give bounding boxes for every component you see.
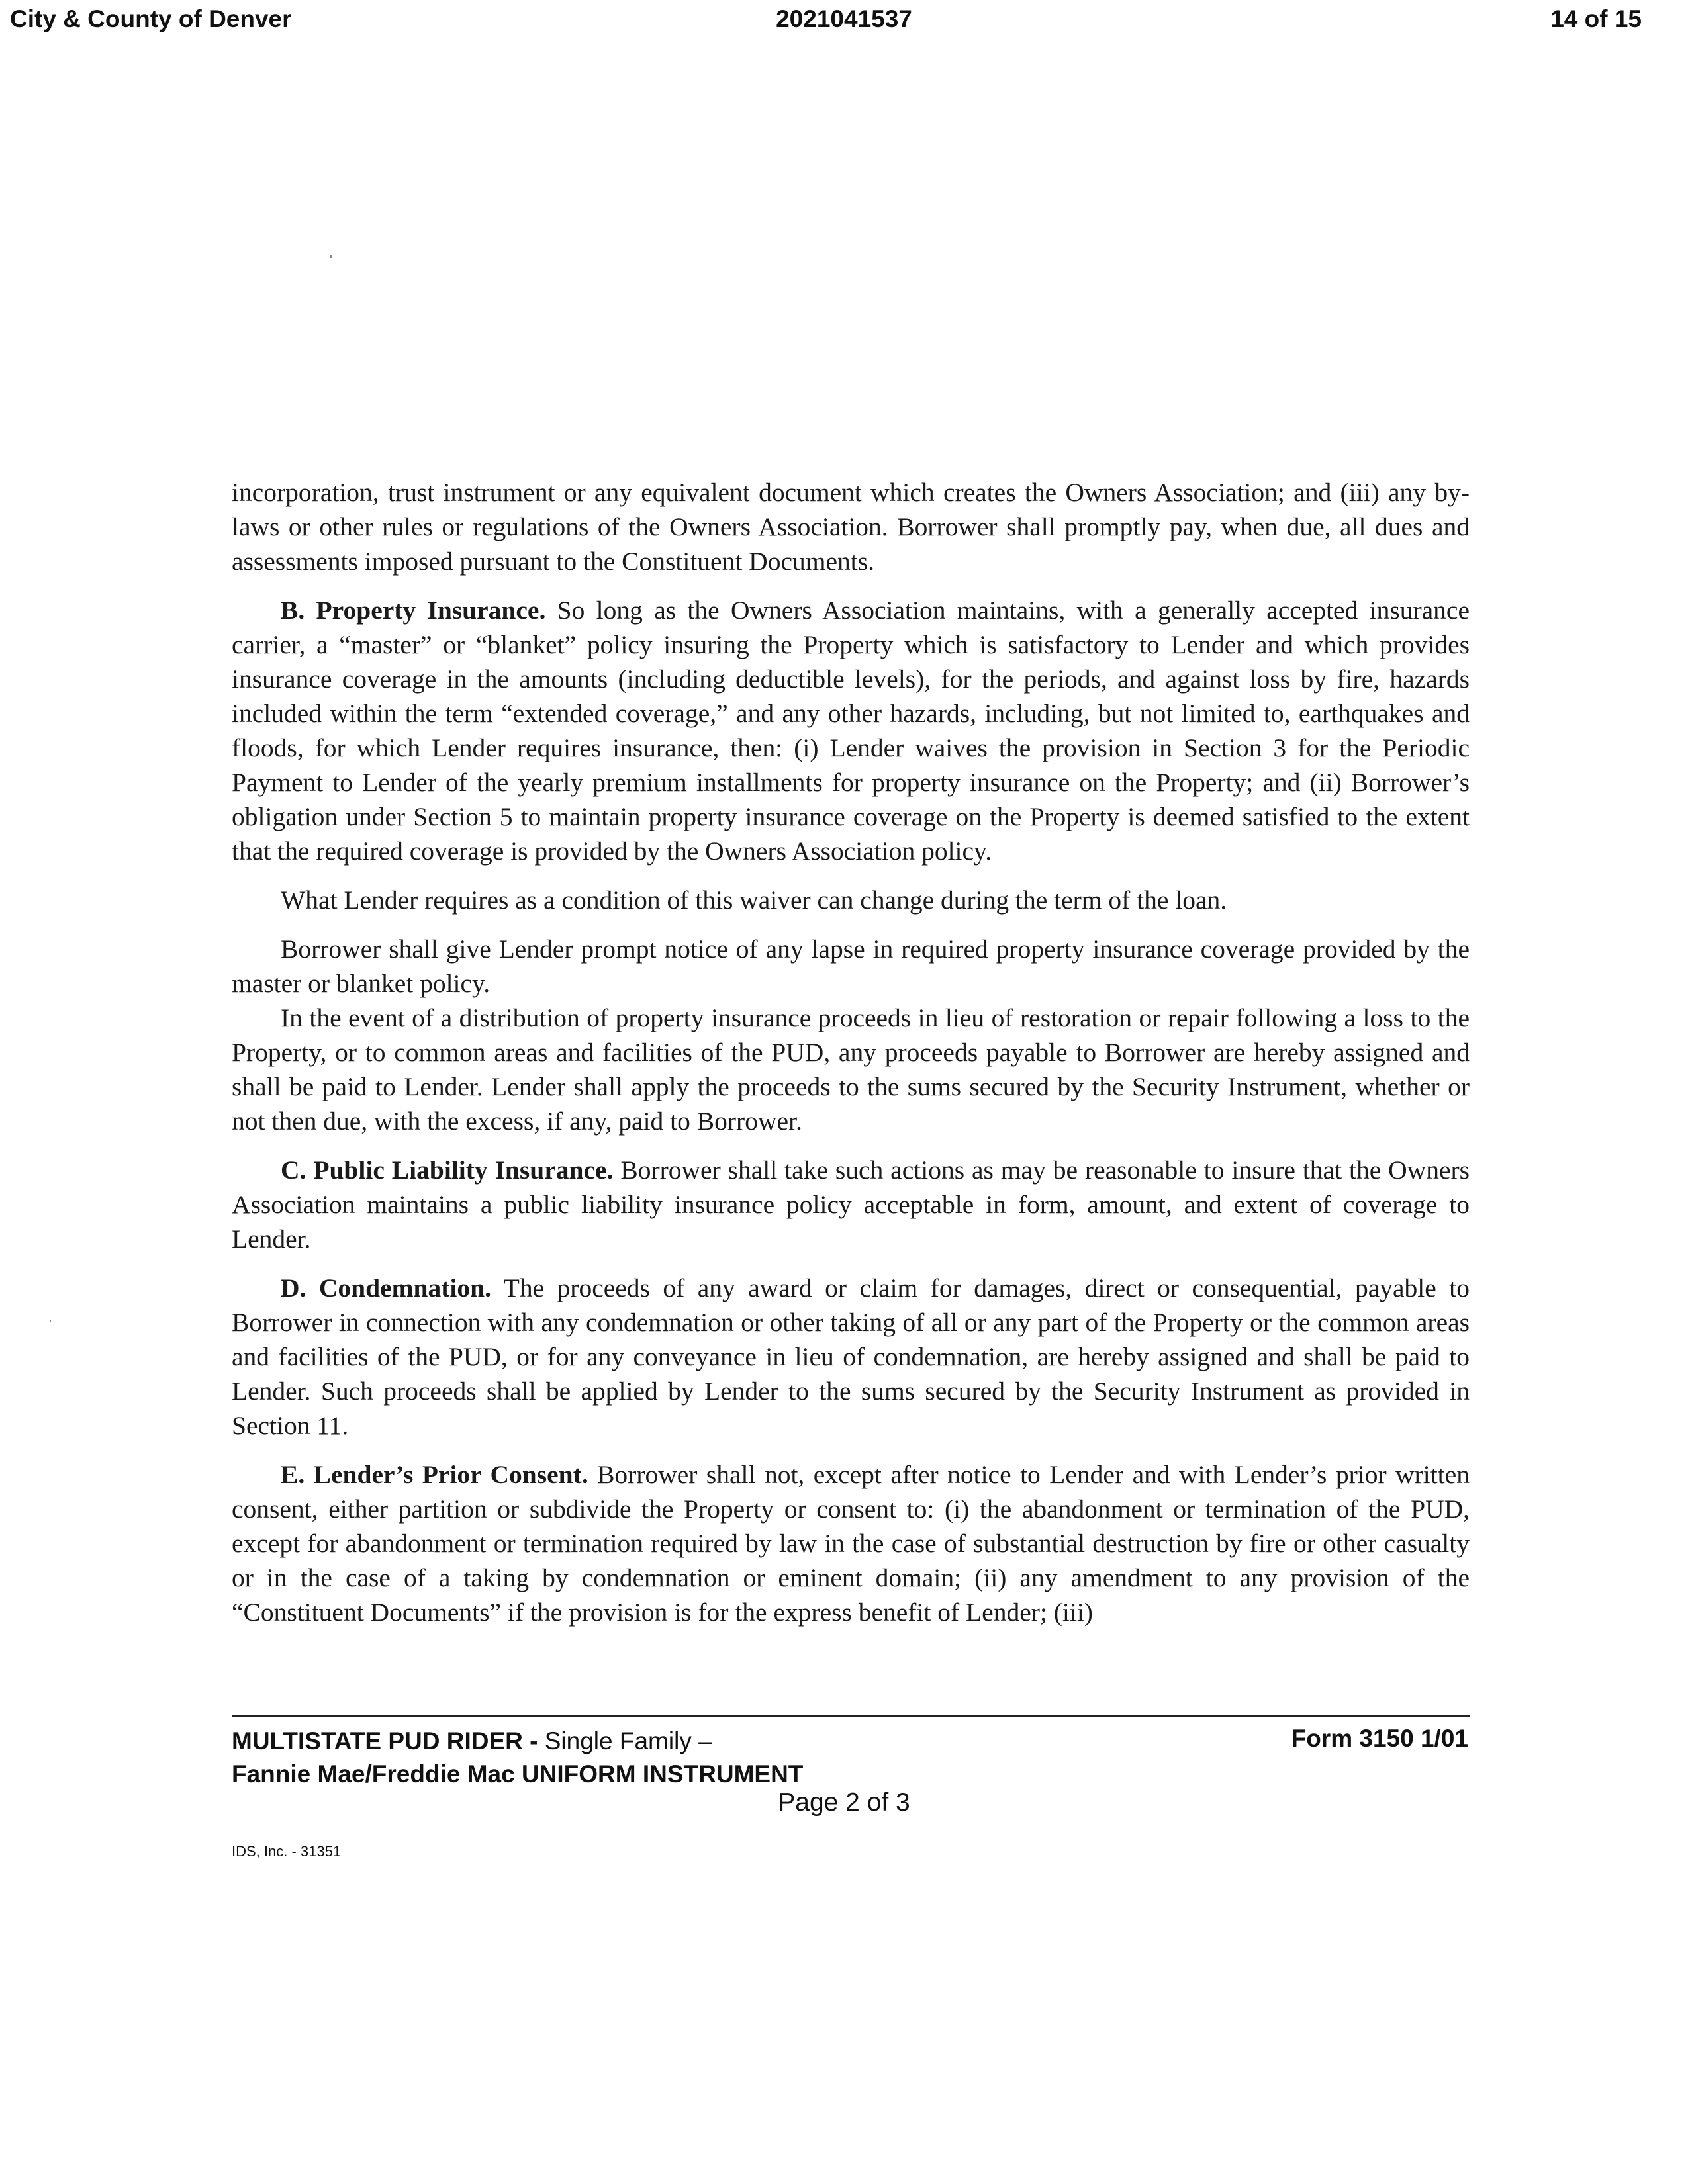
footer-title-bold: MULTISTATE PUD RIDER - <box>232 1727 545 1754</box>
section-heading: E. Lender’s Prior Consent. <box>281 1460 588 1489</box>
paragraph-condemnation <box>232 1271 1470 1443</box>
footer-ids-code: IDS, Inc. - 31351 <box>232 1843 342 1860</box>
footer-subtitle: Fannie Mae/Freddie Mac UNIFORM INSTRUMENT <box>232 1760 804 1788</box>
paragraph-text: So long as the Owners Association maintains, with a generally accepted insurance carrier, a “master” or “blanket” policy insuring the Property which is satisfactory to Lender and which provides insurance coverage in the amounts (including deductible levels), for the periods, and against loss by fire, hazards included within the term “extended coverage,” and any other hazards, including, but not limited to, earthquakes and floods, for which Lender requires insurance, then: (i) Lender waives the provision in Section 3 for the Periodic Payment to Lender of the yearly premium installments for property insurance on the Property; and (ii) Borrower’s obligation under Section 5 to maintain property insurance coverage on the Property is deemed satisfied to the extent that the required coverage is provided by the Owners Association policy. <box>232 596 1470 866</box>
paragraph-lenders-consent <box>232 1457 1470 1629</box>
footer-title-normal: Single Family – <box>544 1727 712 1754</box>
section-heading: D. Condemnation. <box>281 1273 491 1302</box>
footer-page-number: Page 2 of 3 <box>778 1788 910 1817</box>
paragraph-text: Borrower shall take such actions as may be reasonable to insure that the Owners Association maintains a public liability insurance policy acceptable in form, amount, and extent of coverage to Lender. <box>232 1156 1470 1253</box>
section-heading: C. Public Liability Insurance. <box>281 1156 614 1185</box>
scan-speck <box>50 1320 51 1322</box>
paragraph-public-liability <box>232 1153 1470 1256</box>
paragraph-lapse-notice: Borrower shall give Lender prompt notice of any lapse in required property insurance coverage provided by the master or blanket policy. <box>232 934 1470 998</box>
footer-divider <box>232 1715 1470 1717</box>
paragraph-text: The proceeds of any award or claim for damages, direct or consequential, payable to Borrower in connection with any condemnation or other taking of all or any part of the Property or the common areas and facilities of the PUD, or for any conveyance in lieu of condemnation, are hereby assigned and shall be paid to Lender. Such proceeds shall be applied by Lender to the sums secured by the Security Instrument as provided in Section 11. <box>232 1273 1470 1440</box>
footer-form-title <box>232 1725 803 1791</box>
paragraph-insurance-proceeds: In the event of a distribution of property insurance proceeds in lieu of restoration or repair following a loss to the Property, or to common areas and facilities of the PUD, any proceeds payable to Borrower are hereby assigned and shall be paid to Lender. Lender shall apply the proceeds to the sums secured by the Security Instrument, whether or not then due, with the excess, if any, paid to Borrower. <box>232 1003 1470 1136</box>
scan-speck <box>330 255 332 258</box>
footer-form-number: Form 3150 1/01 <box>1291 1725 1468 1752</box>
paragraph-property-insurance <box>232 593 1470 868</box>
header-county: City & County of Denver <box>10 5 292 32</box>
document-body <box>232 475 1470 1644</box>
paragraph-constituent-documents: incorporation, trust instrument or any equivalent document which creates the Owners Association; and (iii) any by-laws or other rules or regulations of the Owners Association. Borrower shall promptly pay, when due, all dues and assessments imposed pursuant to the Constituent Documents. <box>232 478 1470 576</box>
header-document-number: 2021041537 <box>776 5 912 32</box>
header-page-count: 14 of 15 <box>1550 5 1642 32</box>
section-heading: B. Property Insurance. <box>281 596 546 625</box>
paragraph-waiver-condition: What Lender requires as a condition of this waiver can change during the term of the loan. <box>281 886 1227 915</box>
paragraph-text: Borrower shall not, except after notice to Lender and with Lender’s prior written consent, either partition or subdivide the Property or consent to: (i) the abandonment or termination of the PUD, except for abandonment or termination required by law in the case of substantial destruction by fire or other casualty or in the case of a taking by condemnation or eminent domain; (ii) any amendment to any provision of the “Constituent Documents” if the provision is for the express benefit of Lender; (iii) <box>232 1460 1470 1627</box>
